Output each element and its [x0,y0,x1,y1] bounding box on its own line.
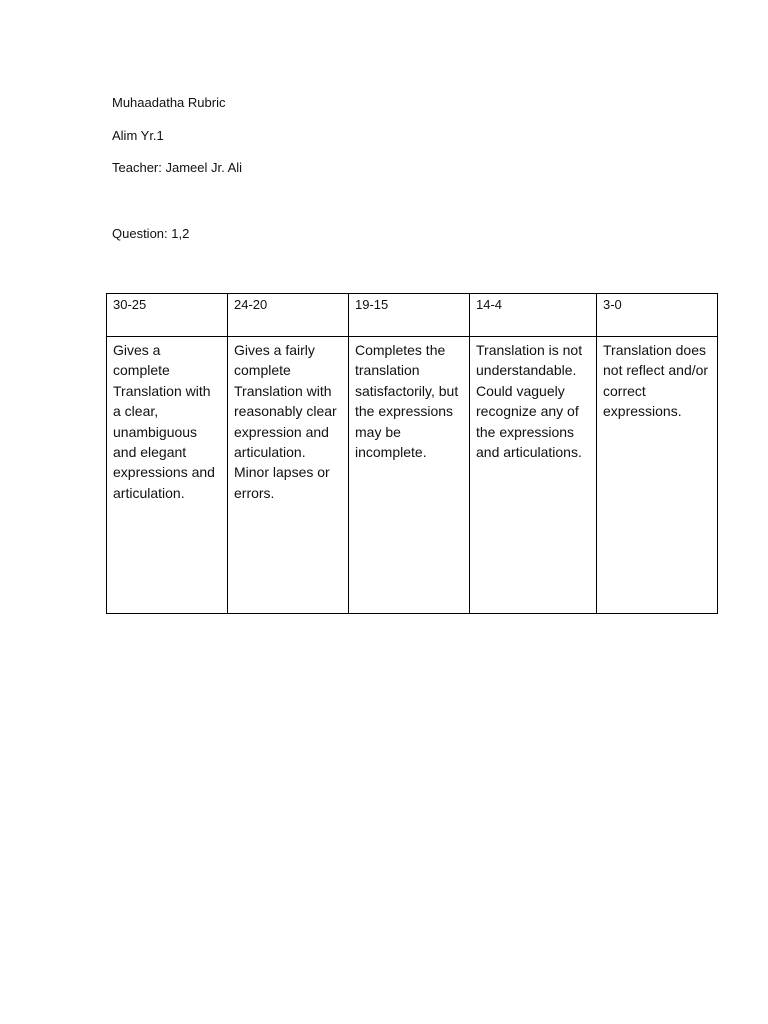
description-cell: Gives a complete Translation with a clear, unambiguous and elegant expressions and articulation. [107,337,228,614]
score-range-row [107,294,718,337]
score-range-cell: 30-25 [107,294,228,337]
rubric-table [106,293,718,614]
description-row [107,337,718,614]
score-range-cell: 19-15 [349,294,470,337]
description-cell: Translation is not understandable. Could vaguely recognize any of the expressions and articulations. [470,337,597,614]
score-range-cell: 24-20 [228,294,349,337]
question-numbers: Question: 1,2 [112,226,190,241]
score-range-cell: 3-0 [597,294,718,337]
description-cell: Translation does not reflect and/or correct expressions. [597,337,718,614]
description-cell: Gives a fairly complete Translation with reasonably clear expression and articulation. Minor lapses or errors. [228,337,349,614]
score-range-cell: 14-4 [470,294,597,337]
class-level: Alim Yr.1 [112,128,164,143]
teacher-name: Teacher: Jameel Jr. Ali [112,160,243,175]
description-cell: Completes the translation satisfactorily, but the expressions may be incomplete. [349,337,470,614]
document-title: Muhaadatha Rubric [112,95,226,110]
